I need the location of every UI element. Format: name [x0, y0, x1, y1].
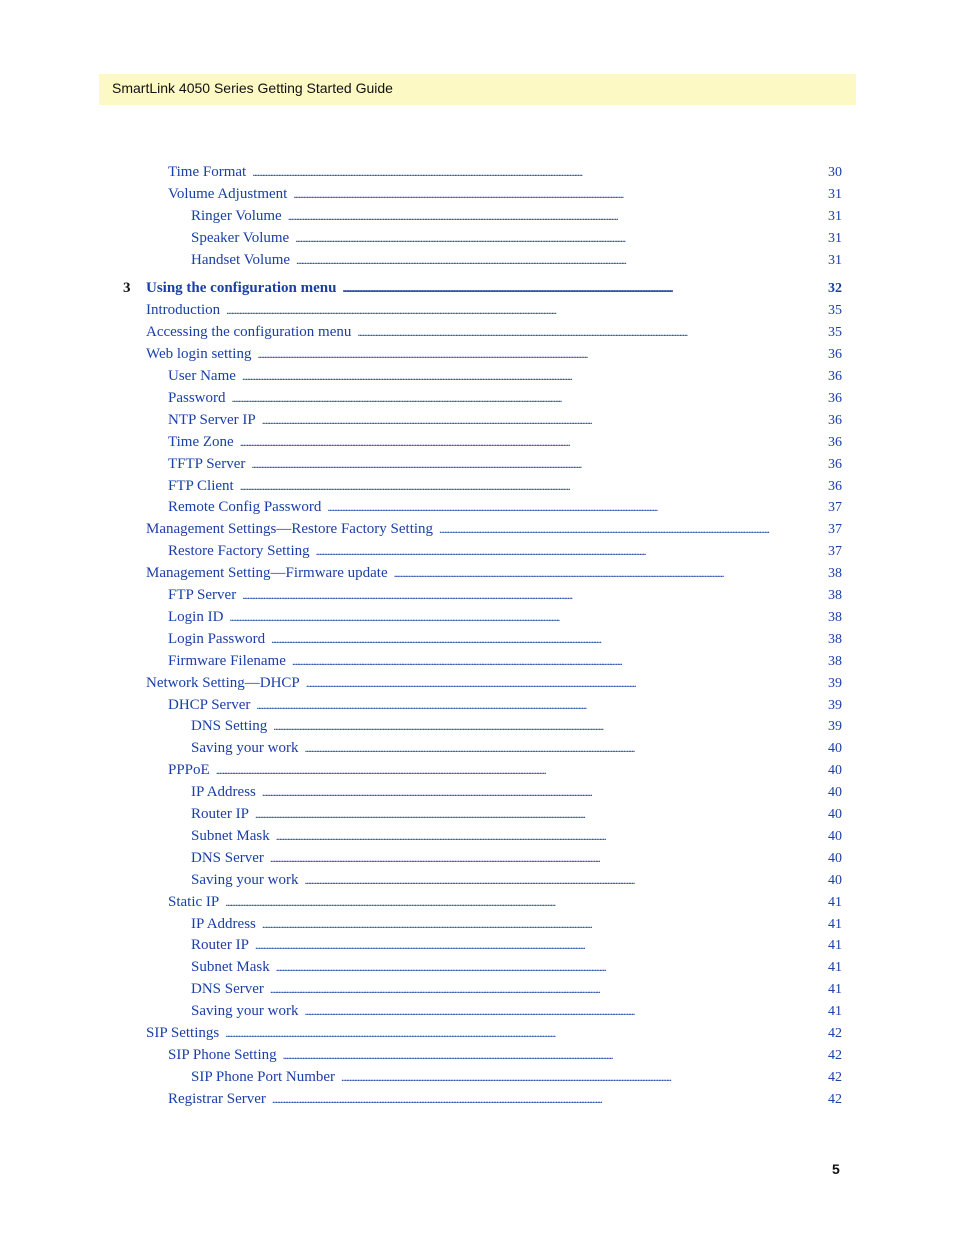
- dot-leader: [270, 981, 827, 998]
- toc-entry-label: Registrar Server: [168, 1091, 266, 1107]
- toc-entry[interactable]: [191, 740, 842, 758]
- toc-entry[interactable]: [146, 324, 842, 342]
- page-number: 5: [832, 1161, 840, 1177]
- dot-leader: [242, 368, 827, 385]
- toc-entry-label: Saving your work: [191, 1003, 299, 1019]
- toc-entry[interactable]: [168, 390, 842, 408]
- toc-entry[interactable]: [168, 543, 842, 561]
- dot-leader: [341, 1069, 827, 1086]
- toc-entry[interactable]: [146, 675, 842, 693]
- dot-leader: [306, 675, 827, 692]
- dot-leader: [240, 434, 827, 451]
- toc-entry[interactable]: [168, 894, 842, 912]
- toc-entry[interactable]: [168, 653, 842, 671]
- toc-entry[interactable]: [191, 230, 842, 248]
- toc-entry-page: 41: [828, 1004, 842, 1019]
- toc-entry-page: 37: [828, 544, 842, 559]
- dot-leader: [316, 543, 827, 560]
- toc-entry-page: 36: [828, 347, 842, 362]
- toc-entry-page: 38: [828, 654, 842, 669]
- toc-entry-page: 41: [828, 938, 842, 953]
- toc-entry-page: 36: [828, 369, 842, 384]
- toc-entry-label: Remote Config Password: [168, 499, 322, 515]
- toc-entry[interactable]: [191, 784, 842, 802]
- dot-leader: [293, 186, 827, 203]
- toc-entry-label: Introduction: [146, 302, 221, 318]
- toc-chapter-entry[interactable]: [146, 280, 842, 298]
- toc-entry-label: SIP Settings: [146, 1025, 220, 1041]
- toc-entry[interactable]: [168, 631, 842, 649]
- toc-entry-page: 31: [828, 231, 842, 246]
- toc-entry-label: Subnet Mask: [191, 959, 270, 975]
- toc-entry-label: Firmware Filename: [168, 653, 286, 669]
- toc-entry[interactable]: [168, 456, 842, 474]
- toc-entry-label: Time Format: [168, 164, 247, 180]
- toc-entry[interactable]: [168, 499, 842, 517]
- toc-entry-label: Login ID: [168, 609, 224, 625]
- toc-entry[interactable]: [168, 412, 842, 430]
- dot-leader: [256, 697, 827, 714]
- toc-entry-label: Restore Factory Setting: [168, 543, 310, 559]
- dot-leader: [226, 302, 827, 319]
- toc-entry[interactable]: [168, 762, 842, 780]
- toc-entry-label: SIP Phone Setting: [168, 1047, 277, 1063]
- dot-leader: [262, 916, 827, 933]
- dot-leader: [295, 230, 827, 247]
- toc-entry[interactable]: [191, 1069, 842, 1087]
- toc-entry-page: 42: [828, 1048, 842, 1063]
- toc-entry[interactable]: [168, 697, 842, 715]
- dot-leader: [225, 1025, 827, 1042]
- toc-entry-page: 41: [828, 960, 842, 975]
- toc-entry-label: Router IP: [191, 806, 249, 822]
- toc-entry-page: 38: [828, 566, 842, 581]
- dot-leader: [216, 762, 827, 779]
- dot-leader: [273, 718, 827, 735]
- toc-entry-page: 42: [828, 1070, 842, 1085]
- toc-entry-label: Using the configuration menu: [146, 280, 337, 296]
- toc-entry-page: 39: [828, 698, 842, 713]
- toc-entry[interactable]: [168, 164, 842, 182]
- dot-leader: [305, 872, 828, 889]
- dot-leader: [276, 959, 827, 976]
- toc-entry-page: 36: [828, 457, 842, 472]
- toc-entry-page: 38: [828, 610, 842, 625]
- toc-entry-label: Handset Volume: [191, 252, 291, 268]
- dot-leader: [252, 164, 827, 181]
- header-title: SmartLink 4050 Series Getting Started Guide: [112, 80, 393, 96]
- toc-entry-label: Saving your work: [191, 740, 299, 756]
- toc-entry-label: FTP Client: [168, 478, 234, 494]
- toc-entry-label: Password: [168, 390, 226, 406]
- toc-entry-label: IP Address: [191, 916, 256, 932]
- toc-entry[interactable]: [146, 1025, 842, 1043]
- toc-entry[interactable]: [146, 521, 842, 539]
- toc-entry-label: Network Setting—DHCP: [146, 675, 300, 691]
- toc-entry-label: Login Password: [168, 631, 266, 647]
- toc-entry-page: 35: [828, 303, 842, 318]
- dot-leader: [240, 478, 827, 495]
- toc-entry[interactable]: [191, 959, 842, 977]
- toc-entry-label: PPPoE: [168, 762, 210, 778]
- toc-entry-page: 41: [828, 895, 842, 910]
- toc-entry[interactable]: [168, 587, 842, 605]
- dot-leader: [305, 740, 828, 757]
- dot-leader: [270, 850, 827, 867]
- toc-entry-page: 36: [828, 479, 842, 494]
- toc-entry[interactable]: [191, 1003, 842, 1021]
- dot-leader: [251, 456, 827, 473]
- running-header: [99, 74, 856, 105]
- toc-entry-page: 31: [828, 253, 842, 268]
- dot-leader: [242, 587, 827, 604]
- toc-entry-page: 36: [828, 391, 842, 406]
- toc-entry-label: Web login setting: [146, 346, 252, 362]
- toc-entry-page: 38: [828, 632, 842, 647]
- toc-entry-label: Management Setting—Firmware update: [146, 565, 388, 581]
- dot-leader: [272, 1091, 827, 1108]
- toc-entry-label: User Name: [168, 368, 236, 384]
- dot-leader: [262, 412, 827, 429]
- toc-entry[interactable]: [191, 872, 842, 890]
- toc-entry-page: 42: [828, 1026, 842, 1041]
- toc-entry[interactable]: [191, 828, 842, 846]
- dot-leader: [292, 653, 827, 670]
- toc-entry-page: 40: [828, 851, 842, 866]
- dot-leader: [255, 806, 827, 823]
- toc-entry-label: Volume Adjustment: [168, 186, 288, 202]
- toc-entry[interactable]: [168, 478, 842, 496]
- toc-entry-label: Subnet Mask: [191, 828, 270, 844]
- toc-entry-label: DNS Server: [191, 850, 264, 866]
- dot-leader: [271, 631, 827, 648]
- toc-entry-label: TFTP Server: [168, 456, 246, 472]
- toc-entry-page: 39: [828, 719, 842, 734]
- dot-leader: [305, 1003, 828, 1020]
- toc-entry-label: Router IP: [191, 937, 249, 953]
- toc-entry[interactable]: [168, 1047, 842, 1065]
- toc-entry-page: 38: [828, 588, 842, 603]
- dot-leader: [327, 499, 827, 516]
- toc-entry-label: Speaker Volume: [191, 230, 290, 246]
- toc-entry-label: IP Address: [191, 784, 256, 800]
- toc-entry[interactable]: [191, 208, 842, 226]
- toc-entry-page: 40: [828, 763, 842, 778]
- toc-entry[interactable]: [146, 346, 842, 364]
- dot-leader: [357, 324, 827, 341]
- toc-entry-page: 42: [828, 1092, 842, 1107]
- dot-leader: [262, 784, 827, 801]
- toc-entry[interactable]: [191, 718, 842, 736]
- toc-entry-label: Management Settings—Restore Factory Setting: [146, 521, 434, 537]
- toc-entry-page: 40: [828, 741, 842, 756]
- toc-entry-page: 39: [828, 676, 842, 691]
- toc-entry-page: 30: [828, 165, 842, 180]
- toc-entry-label: Time Zone: [168, 434, 234, 450]
- toc-entry[interactable]: [146, 565, 842, 583]
- toc-entry[interactable]: [191, 981, 842, 999]
- dot-leader: [296, 252, 827, 269]
- dot-leader: [229, 609, 827, 626]
- toc-entry[interactable]: [168, 368, 842, 386]
- dot-leader: [255, 937, 827, 954]
- toc-entry-page: 37: [828, 522, 842, 537]
- toc-entry-page: 41: [828, 917, 842, 932]
- dot-leader: [283, 1047, 827, 1064]
- toc-entry-page: 40: [828, 873, 842, 888]
- toc-entry-page: 40: [828, 829, 842, 844]
- toc-entry-label: Accessing the configuration menu: [146, 324, 352, 340]
- toc-entry-page: 40: [828, 807, 842, 822]
- toc-entry-page: 40: [828, 785, 842, 800]
- toc-entry-label: SIP Phone Port Number: [191, 1069, 336, 1085]
- dot-leader: [288, 208, 827, 225]
- toc-entry[interactable]: [146, 302, 842, 320]
- toc-entry[interactable]: [168, 186, 842, 204]
- toc-entry-page: 31: [828, 209, 842, 224]
- dot-leader: [439, 521, 827, 538]
- toc-entry[interactable]: [191, 937, 842, 955]
- toc-entry[interactable]: [191, 850, 842, 868]
- toc-entry-page: 41: [828, 982, 842, 997]
- toc-entry[interactable]: [168, 609, 842, 627]
- toc-entry-label: Static IP: [168, 894, 220, 910]
- toc-entry-label: Ringer Volume: [191, 208, 282, 224]
- dot-leader: [394, 565, 827, 582]
- toc-entry[interactable]: [168, 434, 842, 452]
- toc-entry-page: 32: [828, 281, 842, 296]
- toc-entry[interactable]: [191, 806, 842, 824]
- toc-entry-label: FTP Server: [168, 587, 237, 603]
- dot-leader: [232, 390, 827, 407]
- toc-entry-label: Saving your work: [191, 872, 299, 888]
- toc-entry[interactable]: [168, 1091, 842, 1109]
- toc-entry[interactable]: [191, 252, 842, 270]
- toc-entry-page: 31: [828, 187, 842, 202]
- toc-entry-page: 37: [828, 500, 842, 515]
- toc-entry-label: DHCP Server: [168, 697, 251, 713]
- toc-entry-page: 36: [828, 413, 842, 428]
- dot-leader: [225, 894, 827, 911]
- toc-entry-label: DNS Server: [191, 981, 264, 997]
- dot-leader: [257, 346, 827, 363]
- dot-leader: [342, 280, 827, 297]
- toc-entry[interactable]: [191, 916, 842, 934]
- toc-entry-page: 36: [828, 435, 842, 450]
- dot-leader: [276, 828, 827, 845]
- chapter-number: 3: [123, 280, 131, 296]
- toc-entry-page: 35: [828, 325, 842, 340]
- toc-entry-label: DNS Setting: [191, 718, 268, 734]
- toc-entry-label: NTP Server IP: [168, 412, 256, 428]
